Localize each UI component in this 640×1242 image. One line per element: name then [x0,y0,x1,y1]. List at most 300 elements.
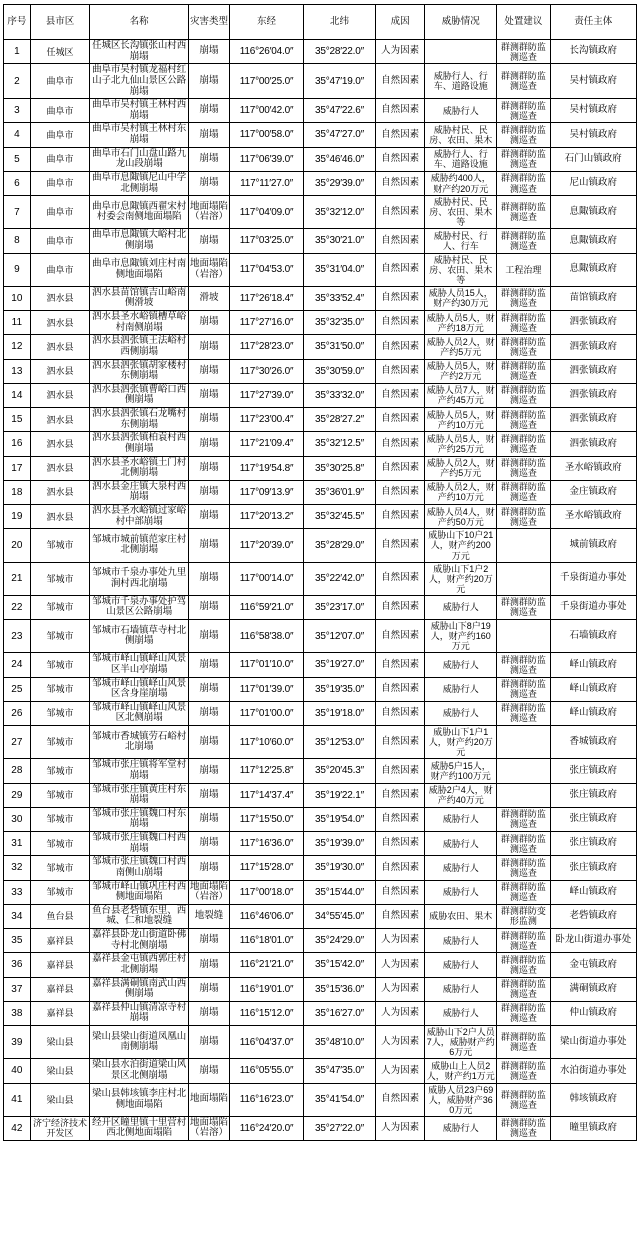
cell-lon: 116°18′01.0″ [230,929,304,953]
cell-name: 鱼台县老砦镇东里、西城、仁和地裂缝 [90,904,189,928]
cell-cause: 人为因素 [375,40,424,64]
cell-name: 泗水县圣水峪镇槽草峪村南侧崩塌 [90,311,189,335]
cell-threat: 威胁行人 [425,977,497,1001]
cell-threat: 威胁村民、民房、农田、果木 [425,123,497,147]
cell-type: 崩塌 [188,929,229,953]
table-row [4,880,637,904]
cell-cause: 人为因素 [375,1026,424,1059]
cell-resp: 石门山镇政府 [550,147,636,171]
cell-district: 济宁经济技术开发区 [30,1116,90,1140]
cell-lon: 117°16′36.0″ [230,832,304,856]
cell-cause: 自然因素 [375,904,424,928]
cell-advice: 群测群防监测巡查 [497,408,550,432]
cell-name: 邹城市峄山镇峄山风景区北侧崩塌 [90,701,189,725]
cell-lat: 35°30′21.0″ [304,229,376,253]
cell-idx: 6 [4,171,31,195]
cell-name: 曲阜市吴村镇王林村西崩塌 [90,99,189,123]
cell-cause: 自然因素 [375,505,424,529]
cell-advice [497,783,550,807]
cell-district: 泗水县 [30,456,90,480]
cell-lat: 35°20′45.3″ [304,759,376,783]
cell-district: 泗水县 [30,408,90,432]
table-row [4,480,637,504]
cell-advice: 群测群防监测巡查 [497,856,550,880]
cell-type: 崩塌 [188,856,229,880]
cell-lat: 35°28′27.2″ [304,408,376,432]
cell-district: 曲阜市 [30,99,90,123]
cell-name: 梁山县梁山街道凤凰山南侧崩塌 [90,1026,189,1059]
cell-resp: 金屯镇政府 [550,953,636,977]
cell-lat: 35°32′35.0″ [304,311,376,335]
cell-advice: 群测群防监测巡查 [497,383,550,407]
cell-threat: 威胁行人、行车、道路设施 [425,147,497,171]
column-header-cause: 成因 [375,5,424,40]
cell-resp: 张庄镇政府 [550,856,636,880]
cell-cause: 人为因素 [375,929,424,953]
cell-threat: 威胁人员5人，财产约10万元 [425,408,497,432]
cell-resp: 千泉街道办事处 [550,562,636,595]
cell-district: 邹城市 [30,620,90,653]
cell-name: 邹城市石墙镇草寺村北侧崩塌 [90,620,189,653]
cell-cause: 人为因素 [375,977,424,1001]
cell-cause: 自然因素 [375,1083,424,1116]
cell-name: 邹城市千泉办事处护驾山景区公路崩塌 [90,595,189,619]
cell-type: 地面塌陷（岩溶） [188,253,229,286]
cell-threat: 威胁行人 [425,880,497,904]
cell-district: 曲阜市 [30,123,90,147]
cell-cause: 自然因素 [375,456,424,480]
cell-district: 嘉祥县 [30,953,90,977]
cell-cause: 自然因素 [375,229,424,253]
cell-idx: 35 [4,929,31,953]
cell-cause: 自然因素 [375,408,424,432]
cell-threat: 威胁人员15人，财产约30万元 [425,286,497,310]
cell-advice: 群测群防监测巡查 [497,653,550,677]
cell-name: 嘉祥县卧龙山街道卧佛寺村北侧崩塌 [90,929,189,953]
cell-district: 梁山县 [30,1026,90,1059]
cell-resp: 张庄镇政府 [550,807,636,831]
cell-resp: 张庄镇政府 [550,759,636,783]
cell-threat: 威胁山下1户2人，财产约20万元 [425,562,497,595]
cell-lat: 35°23′17.0″ [304,595,376,619]
cell-idx: 13 [4,359,31,383]
cell-name: 任城区长沟镇张山村西崩塌 [90,40,189,64]
cell-lat: 35°19′27.0″ [304,653,376,677]
cell-district: 邹城市 [30,759,90,783]
table-row [4,196,637,229]
cell-type: 崩塌 [188,171,229,195]
cell-lat: 35°31′50.0″ [304,335,376,359]
cell-advice: 群测群防监测巡查 [497,1083,550,1116]
cell-type: 崩塌 [188,505,229,529]
cell-type: 崩塌 [188,953,229,977]
cell-idx: 16 [4,432,31,456]
table-row [4,653,637,677]
cell-cause: 自然因素 [375,359,424,383]
column-header-type: 灾害类型 [188,5,229,40]
cell-threat: 威胁行人 [425,595,497,619]
cell-threat: 威胁行人 [425,677,497,701]
cell-idx: 38 [4,1001,31,1025]
table-row [4,229,637,253]
table-row [4,832,637,856]
cell-type: 崩塌 [188,99,229,123]
cell-idx: 34 [4,904,31,928]
table-header-row [4,5,637,40]
cell-idx: 31 [4,832,31,856]
cell-cause: 自然因素 [375,832,424,856]
cell-district: 邹城市 [30,677,90,701]
cell-type: 地裂缝 [188,904,229,928]
cell-lon: 117°12′25.8″ [230,759,304,783]
cell-name: 嘉祥县满硐镇南武山西侧崩塌 [90,977,189,1001]
cell-advice: 群测群防监测巡查 [497,929,550,953]
cell-type: 崩塌 [188,64,229,99]
cell-lon: 117°26′18.4″ [230,286,304,310]
cell-advice: 群测群防监测巡查 [497,40,550,64]
cell-lon: 117°00′25.0″ [230,64,304,99]
cell-type: 崩塌 [188,726,229,759]
cell-cause: 自然因素 [375,595,424,619]
cell-district: 嘉祥县 [30,977,90,1001]
cell-cause: 人为因素 [375,1116,424,1140]
table-row [4,432,637,456]
cell-advice: 群测群防监测巡查 [497,595,550,619]
table-row [4,286,637,310]
cell-lon: 117°15′50.0″ [230,807,304,831]
cell-lat: 35°30′59.0″ [304,359,376,383]
cell-cause: 自然因素 [375,196,424,229]
cell-threat: 威胁2户4人，财产约40万元 [425,783,497,807]
cell-lat: 35°15′44.0″ [304,880,376,904]
cell-district: 邹城市 [30,807,90,831]
cell-cause: 自然因素 [375,480,424,504]
table-row [4,562,637,595]
cell-threat: 威胁人员5人，财产约2万元 [425,359,497,383]
cell-threat [425,40,497,64]
column-header-responsible: 责任主体 [550,5,636,40]
cell-name: 曲阜市息陬镇大峪村北侧崩塌 [90,229,189,253]
cell-threat: 威胁农田、果木 [425,904,497,928]
cell-lon: 117°30′26.0″ [230,359,304,383]
cell-threat: 威胁人员5人，财产约18万元 [425,311,497,335]
cell-idx: 40 [4,1059,31,1083]
cell-idx: 22 [4,595,31,619]
cell-advice [497,562,550,595]
cell-type: 崩塌 [188,620,229,653]
cell-lon: 117°19′54.8″ [230,456,304,480]
cell-lat: 35°19′35.0″ [304,677,376,701]
cell-threat: 威胁行人 [425,856,497,880]
cell-lon: 116°16′23.0″ [230,1083,304,1116]
cell-name: 泗水县苗馆镇吉山峪南侧滑坡 [90,286,189,310]
cell-idx: 42 [4,1116,31,1140]
cell-lat: 35°22′42.0″ [304,562,376,595]
cell-district: 梁山县 [30,1059,90,1083]
cell-lat: 35°19′18.0″ [304,701,376,725]
cell-type: 崩塌 [188,977,229,1001]
cell-idx: 17 [4,456,31,480]
cell-type: 崩塌 [188,408,229,432]
cell-threat: 威胁人员23户69人，威胁财产360万元 [425,1083,497,1116]
cell-resp: 圣水峪镇政府 [550,505,636,529]
table-row [4,408,637,432]
cell-advice: 群测群防监测巡查 [497,1001,550,1025]
cell-lat: 35°46′46.0″ [304,147,376,171]
cell-lat: 35°33′32.0″ [304,383,376,407]
cell-cause: 自然因素 [375,880,424,904]
cell-type: 崩塌 [188,1059,229,1083]
cell-lat: 34°55′45.0″ [304,904,376,928]
cell-lat: 35°19′39.0″ [304,832,376,856]
table-row [4,1116,637,1140]
cell-lon: 117°23′00.4″ [230,408,304,432]
cell-type: 地面塌陷 [188,1083,229,1116]
cell-idx: 29 [4,783,31,807]
cell-idx: 27 [4,726,31,759]
table-row [4,383,637,407]
cell-advice: 群测群防监测巡查 [497,456,550,480]
cell-district: 曲阜市 [30,253,90,286]
cell-advice: 群测群防监测巡查 [497,432,550,456]
cell-resp: 城前镇政府 [550,529,636,562]
cell-district: 邹城市 [30,856,90,880]
cell-district: 泗水县 [30,383,90,407]
cell-type: 滑坡 [188,286,229,310]
cell-advice: 群测群防监测巡查 [497,311,550,335]
cell-type: 崩塌 [188,807,229,831]
cell-lon: 117°04′53.0″ [230,253,304,286]
cell-type: 崩塌 [188,832,229,856]
cell-district: 邹城市 [30,562,90,595]
cell-resp: 尼山镇政府 [550,171,636,195]
cell-advice [497,529,550,562]
cell-lon: 117°01′00.0″ [230,701,304,725]
table-row [4,1059,637,1083]
cell-idx: 9 [4,253,31,286]
cell-name: 邹城市张庄镇魏口村西崩塌 [90,832,189,856]
cell-resp: 吴村镇政府 [550,99,636,123]
cell-idx: 4 [4,123,31,147]
cell-threat: 威胁山上人员2人，财产约1万元 [425,1059,497,1083]
column-header-threat: 威胁情况 [425,5,497,40]
cell-type: 地面塌陷（岩溶） [188,1116,229,1140]
cell-advice: 群测群防监测巡查 [497,977,550,1001]
cell-idx: 23 [4,620,31,653]
cell-threat: 威胁人员2人，财产约10万元 [425,480,497,504]
cell-threat: 威胁行人 [425,1001,497,1025]
cell-district: 嘉祥县 [30,1001,90,1025]
cell-lat: 35°30′25.8″ [304,456,376,480]
cell-lon: 116°19′01.0″ [230,977,304,1001]
cell-name: 邹城市峄山镇巩庄村西侧地面塌陷 [90,880,189,904]
cell-threat: 威胁行人 [425,99,497,123]
cell-type: 崩塌 [188,229,229,253]
cell-advice: 群测群防监测巡查 [497,147,550,171]
cell-cause: 自然因素 [375,562,424,595]
cell-name: 曲阜市息陬镇尼山中学北侧崩塌 [90,171,189,195]
cell-advice [497,620,550,653]
cell-lon: 117°20′39.0″ [230,529,304,562]
cell-type: 崩塌 [188,1001,229,1025]
cell-lat: 35°24′29.0″ [304,929,376,953]
column-header-district: 县市区 [30,5,90,40]
cell-lat: 35°16′27.0″ [304,1001,376,1025]
cell-lon: 117°00′42.0″ [230,99,304,123]
cell-cause: 人为因素 [375,1001,424,1025]
table-row [4,99,637,123]
cell-advice: 群测群防监测巡查 [497,807,550,831]
cell-idx: 8 [4,229,31,253]
cell-threat: 威胁行人 [425,832,497,856]
cell-type: 崩塌 [188,480,229,504]
table-row [4,335,637,359]
cell-lon: 117°14′37.4″ [230,783,304,807]
cell-idx: 3 [4,99,31,123]
cell-district: 邹城市 [30,726,90,759]
cell-lat: 35°28′22.0″ [304,40,376,64]
cell-resp: 峄山镇政府 [550,701,636,725]
cell-lon: 117°10′60.0″ [230,726,304,759]
cell-resp: 泗张镇政府 [550,408,636,432]
cell-resp: 香城镇政府 [550,726,636,759]
cell-district: 曲阜市 [30,229,90,253]
cell-advice: 群测群防监测巡查 [497,832,550,856]
cell-type: 崩塌 [188,677,229,701]
cell-threat: 威胁山下1户1人，财产约20万元 [425,726,497,759]
cell-lat: 35°36′01.9″ [304,480,376,504]
cell-lat: 35°12′53.0″ [304,726,376,759]
cell-lon: 117°11′27.0″ [230,171,304,195]
cell-threat: 威胁村民、民房、农田、果木等 [425,196,497,229]
cell-lon: 117°06′39.0″ [230,147,304,171]
table-row [4,1001,637,1025]
cell-lat: 35°15′36.0″ [304,977,376,1001]
cell-district: 曲阜市 [30,196,90,229]
cell-district: 曲阜市 [30,64,90,99]
cell-idx: 21 [4,562,31,595]
cell-district: 泗水县 [30,335,90,359]
cell-threat: 威胁行人 [425,807,497,831]
cell-cause: 自然因素 [375,253,424,286]
cell-idx: 39 [4,1026,31,1059]
cell-district: 梁山县 [30,1083,90,1116]
cell-advice: 工程治理 [497,253,550,286]
cell-type: 崩塌 [188,123,229,147]
cell-name: 泗水县圣水峪镇过家峪村中部崩塌 [90,505,189,529]
cell-district: 泗水县 [30,359,90,383]
cell-advice: 群测群防监测巡查 [497,335,550,359]
cell-cause: 自然因素 [375,64,424,99]
cell-type: 崩塌 [188,653,229,677]
cell-resp: 泗张镇政府 [550,359,636,383]
cell-lon: 117°03′25.0″ [230,229,304,253]
cell-resp: 吴村镇政府 [550,123,636,147]
table-row [4,807,637,831]
table-row [4,726,637,759]
cell-advice [497,759,550,783]
cell-name: 泗水县泗张镇王法峪村西侧崩塌 [90,335,189,359]
cell-threat: 威胁人员2人，财产约5万元 [425,335,497,359]
table-row [4,677,637,701]
cell-threat: 威胁5户15人，财产约100万元 [425,759,497,783]
cell-idx: 26 [4,701,31,725]
cell-advice [497,726,550,759]
cell-advice: 群测群防监测巡查 [497,1116,550,1140]
cell-lat: 35°15′42.0″ [304,953,376,977]
cell-resp: 水泊街道办事处 [550,1059,636,1083]
cell-cause: 自然因素 [375,171,424,195]
table-row [4,359,637,383]
table-row [4,595,637,619]
cell-cause: 自然因素 [375,286,424,310]
cell-idx: 32 [4,856,31,880]
cell-lat: 35°47′22.6″ [304,99,376,123]
cell-district: 曲阜市 [30,171,90,195]
cell-district: 邹城市 [30,701,90,725]
table-row [4,1026,637,1059]
column-header-name: 名称 [90,5,189,40]
cell-lat: 35°33′52.4″ [304,286,376,310]
table-row [4,856,637,880]
cell-advice: 群测群防变形监测 [497,904,550,928]
cell-lat: 35°32′12.5″ [304,432,376,456]
table-row [4,40,637,64]
cell-lon: 116°24′20.0″ [230,1116,304,1140]
cell-name: 泗水县泗张镇石龙嘴村东侧崩塌 [90,408,189,432]
cell-cause: 人为因素 [375,1059,424,1083]
cell-cause: 人为因素 [375,953,424,977]
cell-resp: 张庄镇政府 [550,832,636,856]
cell-threat: 威胁山下10户21人，财产约200万元 [425,529,497,562]
cell-idx: 33 [4,880,31,904]
cell-idx: 30 [4,807,31,831]
cell-threat: 威胁行人 [425,953,497,977]
cell-type: 崩塌 [188,562,229,595]
cell-advice: 群测群防监测巡查 [497,99,550,123]
cell-resp: 苗馆镇政府 [550,286,636,310]
cell-type: 地面塌陷（岩溶） [188,880,229,904]
cell-advice: 群测群防监测巡查 [497,229,550,253]
cell-cause: 自然因素 [375,807,424,831]
table-row [4,759,637,783]
cell-district: 鱼台县 [30,904,90,928]
cell-resp: 长沟镇政府 [550,40,636,64]
table-row [4,977,637,1001]
table-row [4,253,637,286]
cell-lat: 35°47′27.0″ [304,123,376,147]
cell-cause: 自然因素 [375,677,424,701]
cell-lon: 116°21′21.0″ [230,953,304,977]
cell-resp: 梁山街道办事处 [550,1026,636,1059]
cell-name: 邹城市千泉办事处九里涧村西北崩塌 [90,562,189,595]
cell-resp: 卧龙山街道办事处 [550,929,636,953]
cell-type: 崩塌 [188,595,229,619]
cell-lat: 35°28′29.0″ [304,529,376,562]
cell-lon: 117°20′13.2″ [230,505,304,529]
cell-district: 泗水县 [30,505,90,529]
cell-idx: 20 [4,529,31,562]
cell-lon: 117°04′09.0″ [230,196,304,229]
table-row [4,929,637,953]
cell-resp: 泗张镇政府 [550,432,636,456]
cell-name: 邹城市香城镇劳石峪村北崩塌 [90,726,189,759]
cell-district: 泗水县 [30,286,90,310]
cell-district: 嘉祥县 [30,929,90,953]
cell-advice: 群测群防监测巡查 [497,677,550,701]
cell-idx: 7 [4,196,31,229]
cell-idx: 24 [4,653,31,677]
